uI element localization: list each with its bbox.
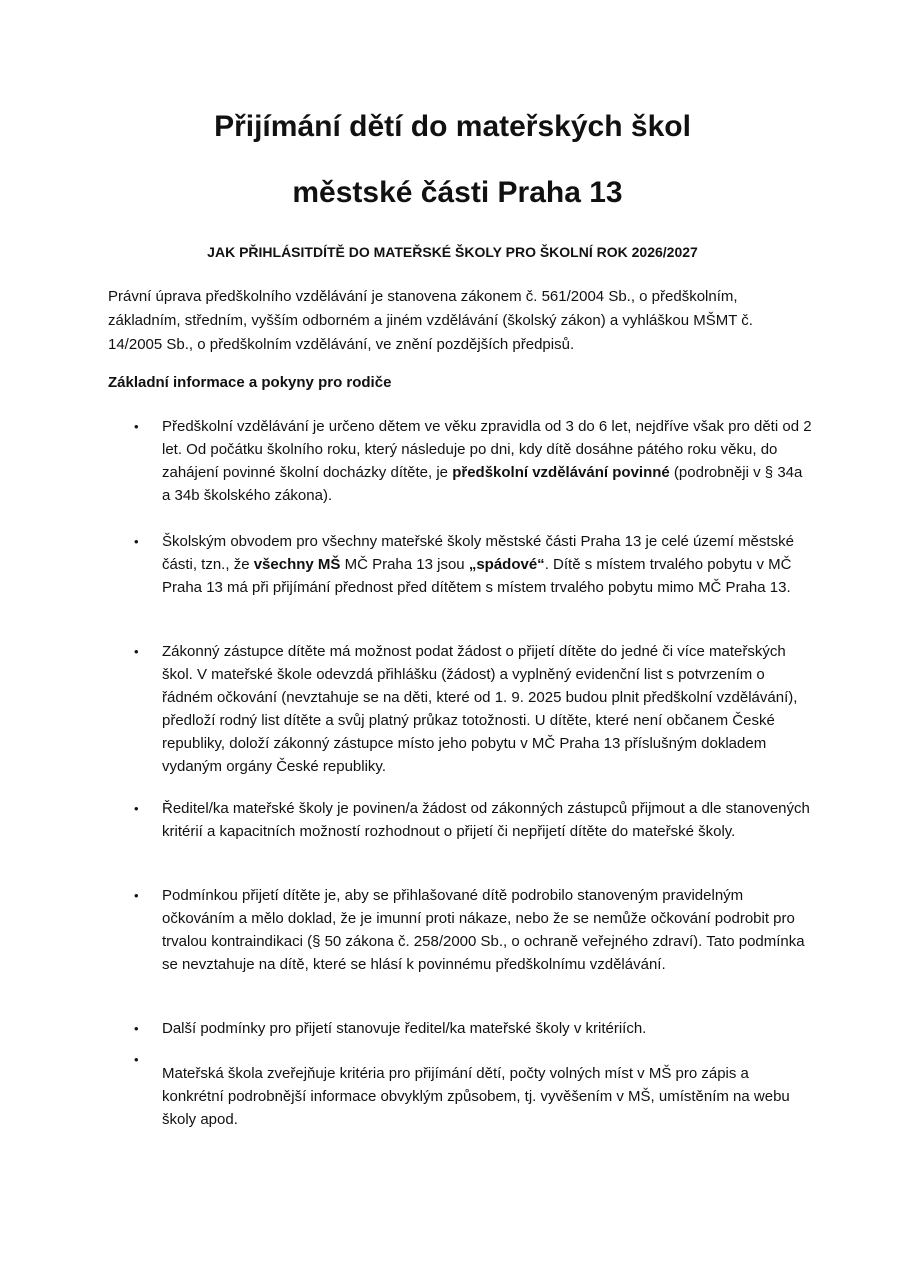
list-item <box>134 530 812 599</box>
emphasis-text: „spádové“ <box>468 556 545 573</box>
bullet-icon: • <box>134 1021 139 1036</box>
list-item-text: Další podmínky pro přijetí stanovuje ředitel/ka mateřské školy v kritériích. <box>162 1020 647 1037</box>
list-item-text: Podmínkou přijetí dítěte je, aby se přihlašované dítě podrobilo stanoveným pravidelným očkováním a mělo doklad, že je imunní proti nákaze, nebo že se nemůže očkování podrobit pro trvalou kontraindikaci (§ 50 zákona č. 258/2000 Sb., o ochraně veřejného zdraví). Tato podmínka se nevztahuje na dítě, které se hlásí k povinnému předškolnímu vzdělávání. <box>162 887 805 973</box>
list-item <box>134 884 812 976</box>
document-title-line-1: Přijímání dětí do mateřských škol <box>214 110 691 143</box>
list-item <box>134 797 812 843</box>
list-item-text: Předškolní vzdělávání je určeno dětem ve věku zpravidla od 3 do 6 let, nejdříve však pro děti od 2 let. Od počátku školního roku, který následuje po dni, kdy dítě dosáhne pátého roku věku, do zahájení povinné školní docházky dítěte, je předškolní vzdělávání povinné (podrobněji v § 34a a 34b školského zákona). <box>162 418 812 504</box>
list-item <box>134 1052 812 1131</box>
list-item-text: Ředitel/ka mateřské školy je povinen/a žádost od zákonných zástupců přijmout a dle stanovených kritérií a kapacitních možností rozhodnout o přijetí či nepřijetí dítěte do mateřské školy. <box>162 800 810 840</box>
list-item <box>134 415 812 507</box>
emphasis-text: předškolní vzdělávání povinné <box>452 464 670 481</box>
list-item-text: Mateřská škola zveřejňuje kritéria pro přijímání dětí, počty volných míst v MŠ pro zápis a konkrétní podrobnější informace obvyklým způsobem, tj. vyvěšením v MŠ, umístěním na webu školy apod. <box>162 1065 790 1128</box>
list-item-text: Zákonný zástupce dítěte má možnost podat žádost o přijetí dítěte do jedné či více mateřských škol. V mateřské škole odevzdá přihlášku (žádost) a vyplněný evidenční list s potvrzením o řádném očkování (nevztahuje se na děti, které od 1. 9. 2025 budou plnit předškolní vzdělávání), předloží rodný list dítěte a svůj platný průkaz totožnosti. U dítěte, které není občanem České republiky, doloží zákonný zástupce místo jeho pobytu v MČ Praha 13 příslušným dokladem vydaným orgány České republiky. <box>162 643 798 775</box>
list-item <box>134 1017 812 1040</box>
emphasis-text: všechny MŠ <box>253 556 341 573</box>
section-heading: Základní informace a pokyny pro rodiče <box>108 374 392 391</box>
bullet-icon: • <box>134 534 139 549</box>
list-item <box>134 640 812 778</box>
intro-paragraph: Právní úprava předškolního vzdělávání je stanovena zákonem č. 561/2004 Sb., o předškolním, základním, středním, vyšším odborném a jiném vzdělávání (školský zákon) a vyhláškou MŠMT č. 14/2005 Sb., o předškolním vzdělávání, ve znění pozdějších předpisů. <box>108 288 753 353</box>
bullet-icon: • <box>134 644 139 659</box>
document-title-line-2: městské části Praha 13 <box>292 176 623 209</box>
list-item-text: Školským obvodem pro všechny mateřské školy městské části Praha 13 je celé území městské části, tzn., že všechny MŠ MČ Praha 13 jsou „spádové“. Dítě s místem trvalého pobytu v MČ Praha 13 má při přijímání přednost před dítětem s místem trvalého pobytu mimo MČ Praha 13. <box>162 533 794 596</box>
bullet-icon: • <box>134 888 139 903</box>
bullet-icon: • <box>134 419 139 434</box>
bullet-icon: • <box>134 1052 139 1067</box>
bullet-icon: • <box>134 801 139 816</box>
document-subtitle: JAK PŘIHLÁSITDÍTĚ DO MATEŘSKÉ ŠKOLY PRO ŠKOLNÍ ROK 2026/2027 <box>207 244 698 260</box>
